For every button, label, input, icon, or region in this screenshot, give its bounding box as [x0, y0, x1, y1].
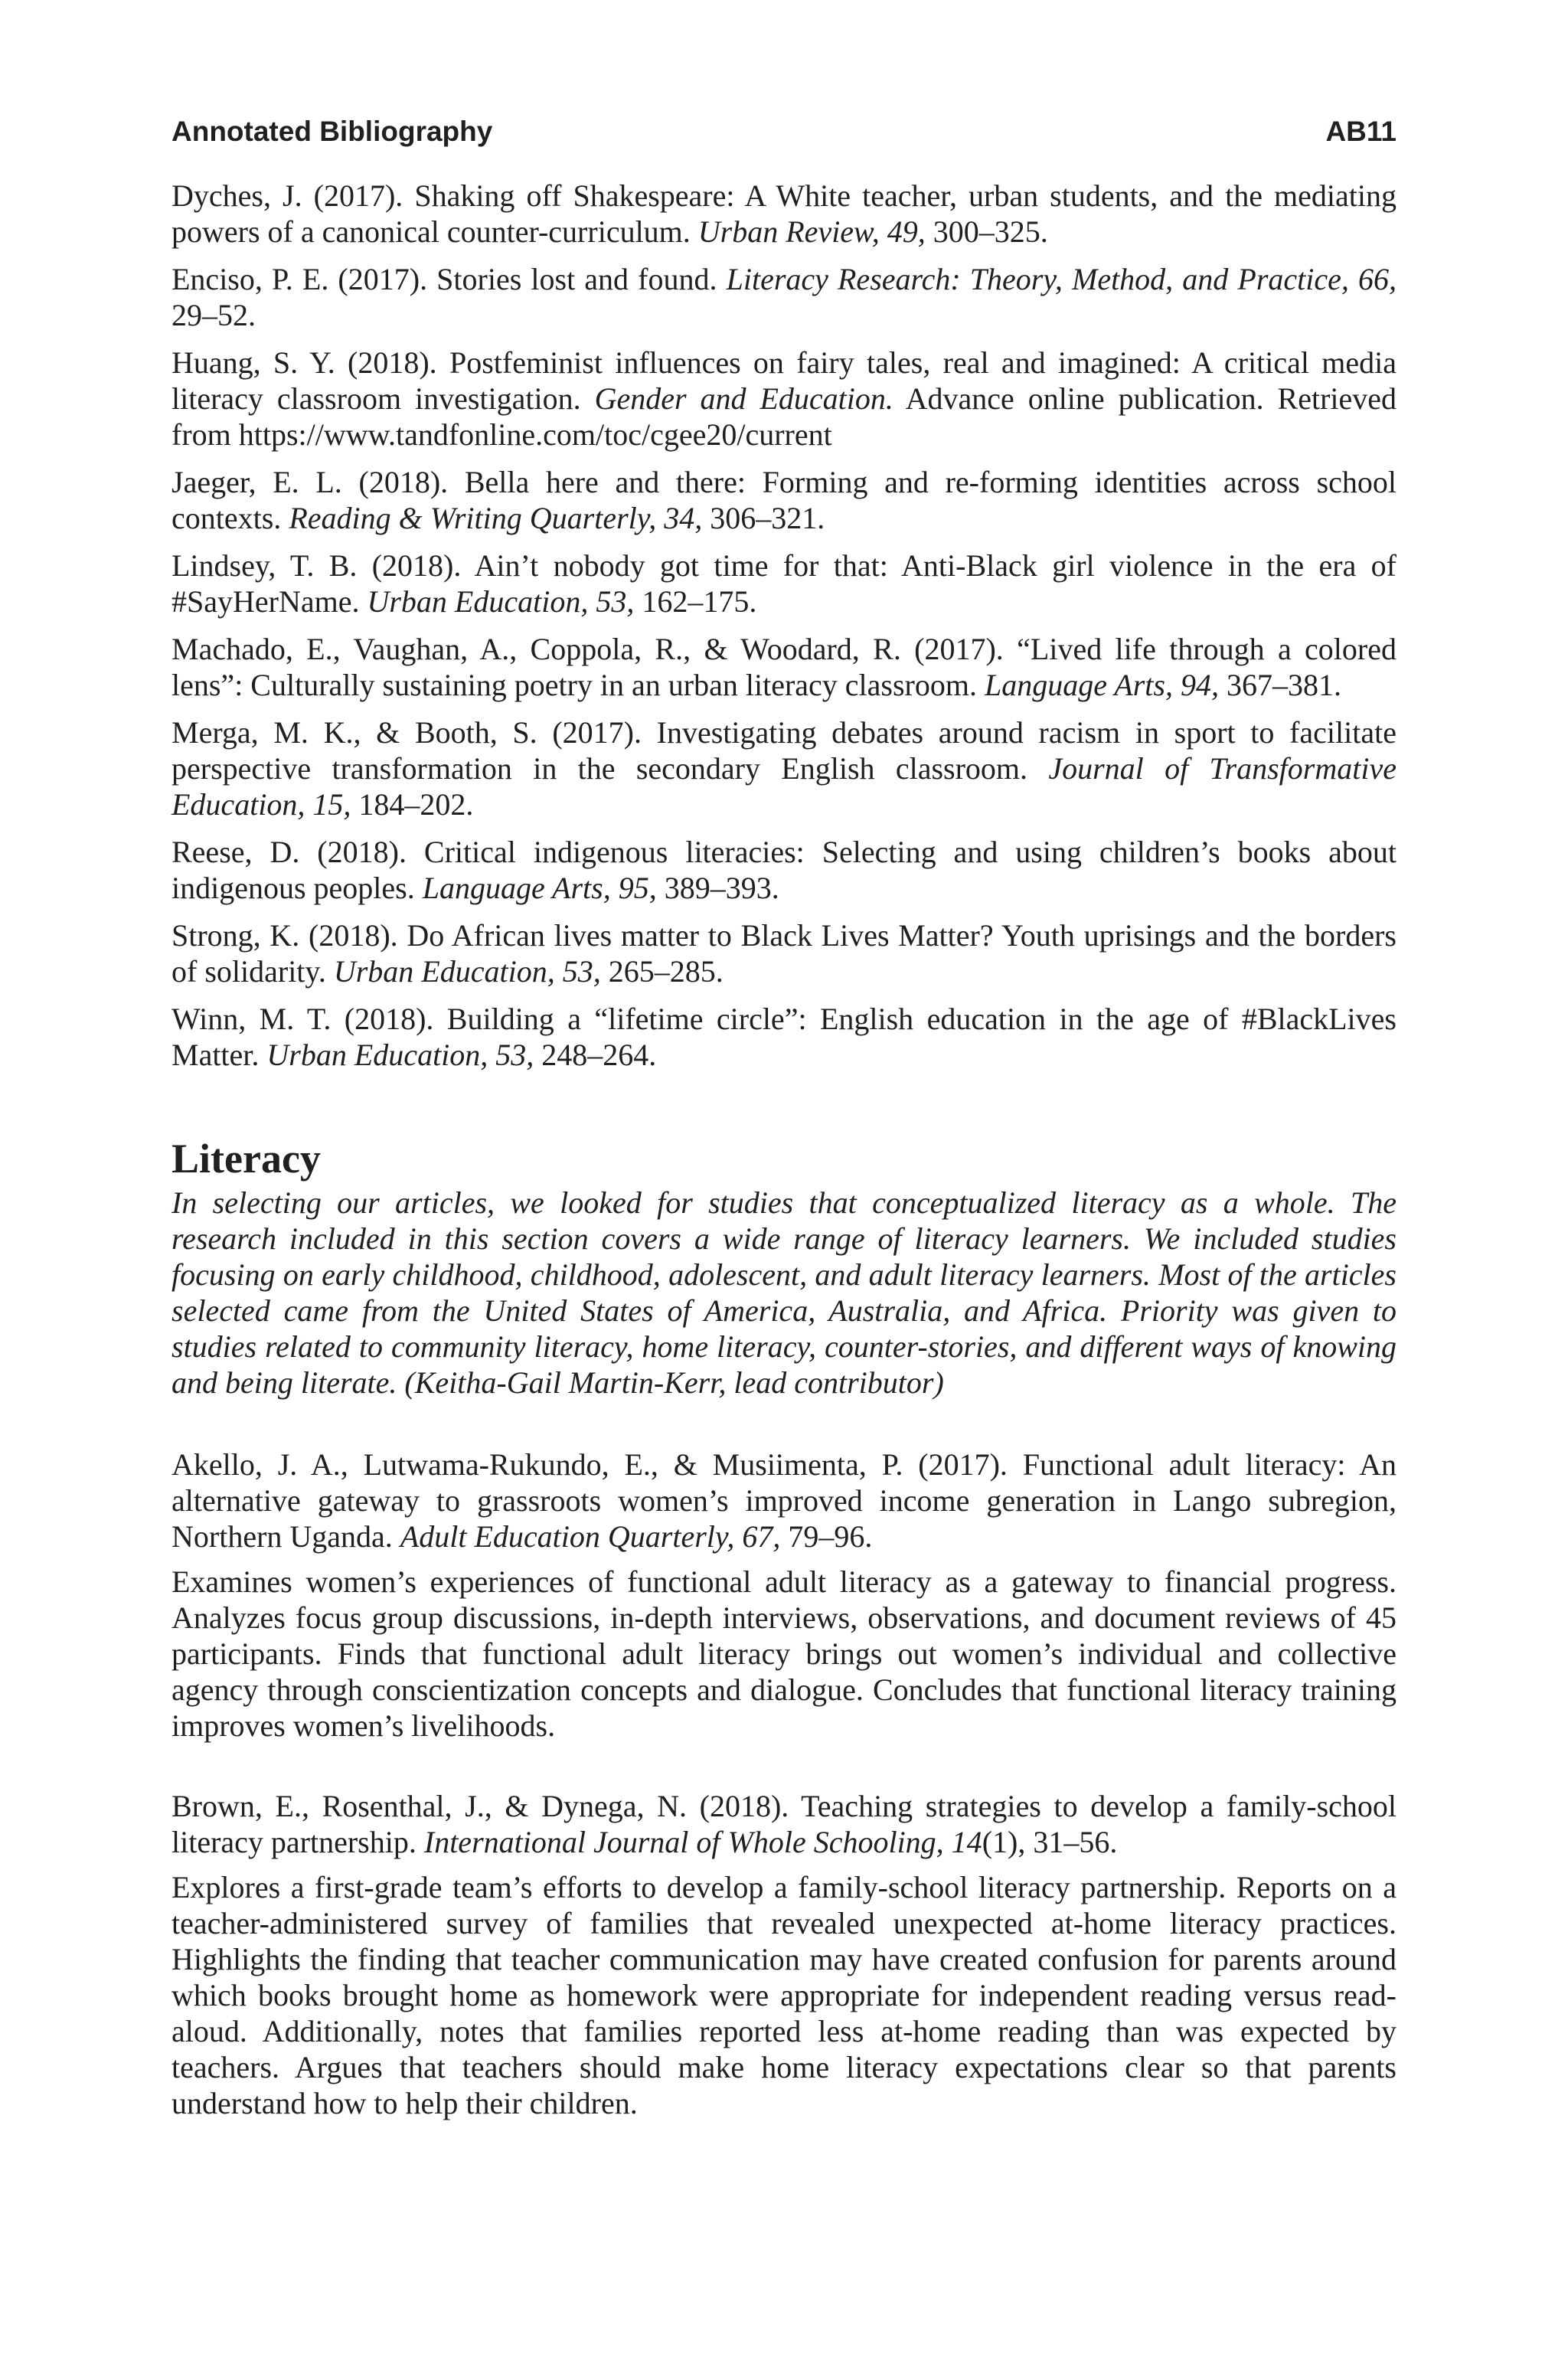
- reference-entry: [172, 917, 1396, 989]
- citation-pages: (1), 31–56.: [982, 1825, 1118, 1859]
- reference-pages: 367–381.: [1218, 668, 1341, 702]
- reference-entry: [172, 1001, 1396, 1073]
- reference-journal: Gender and Education.: [594, 381, 893, 416]
- reference-journal: Urban Education, 53,: [266, 1038, 534, 1072]
- reference-journal: Reading & Writing Quarterly, 34,: [289, 501, 703, 535]
- reference-entry: [172, 631, 1396, 703]
- reference-pages: Advance online publication. Retrieved from https://www.tandfonline.com/toc/cgee20/current: [172, 381, 1397, 452]
- reference-pages: 300–325.: [925, 214, 1048, 249]
- reference-pages: 162–175.: [634, 584, 757, 619]
- entry-citation: [172, 1447, 1396, 1554]
- reference-pages: 389–393.: [656, 871, 779, 905]
- page-number: AB11: [1325, 116, 1396, 147]
- annotated-entry: [172, 1447, 1396, 1744]
- reference-entry: [172, 464, 1396, 536]
- reference-pages: 265–285.: [600, 954, 724, 989]
- running-head: [172, 115, 1396, 149]
- reference-text: Enciso, P. E. (2017). Stories lost and found.: [172, 262, 727, 296]
- citation-journal: Adult Education Quarterly, 67,: [400, 1519, 781, 1554]
- reference-text: Lindsey, T. B. (2018). Ain’t nobody got time for that: Anti-Black girl violence in the era of #SayHerName.: [172, 548, 1396, 619]
- reference-text: Strong, K. (2018). Do African lives matter to Black Lives Matter? Youth uprisings and the borders of solidarity.: [172, 918, 1396, 989]
- reference-entry: [172, 345, 1396, 453]
- reference-text: Machado, E., Vaughan, A., Coppola, R., & Woodard, R. (2017). “Lived life through a colored lens”: Culturally sustaining poetry in an urban literacy classroom.: [172, 632, 1396, 702]
- reference-entry: [172, 178, 1396, 250]
- reference-journal: Journal of Transformative Education, 15,: [172, 751, 1396, 822]
- reference-text: Reese, D. (2018). Critical indigenous literacies: Selecting and using children’s books about indigenous peoples.: [172, 835, 1396, 905]
- reference-entry: [172, 548, 1396, 619]
- reference-text: Huang, S. Y. (2018). Postfeminist influences on fairy tales, real and imagined: A critical media literacy classroom investigation.: [172, 345, 1396, 416]
- citation-journal: International Journal of Whole Schooling, 14: [423, 1825, 982, 1859]
- reference-text: Jaeger, E. L. (2018). Bella here and there: Forming and re-forming identities across school contexts.: [172, 465, 1396, 535]
- citation-pages: 79–96.: [780, 1519, 873, 1554]
- annotated-entry: [172, 1788, 1396, 2121]
- reference-list: [172, 178, 1396, 1073]
- reference-journal: Urban Education, 53,: [367, 584, 635, 619]
- reference-pages: 184–202.: [351, 787, 474, 822]
- entry-annotation: Explores a first-grade team’s efforts to develop a family-school literacy partnership. Reports on a teacher-administered survey of families that revealed unexpected at-home literacy practices. Highlights the finding that teacher communication may have created confusion for parents around which books brought home as homework were appropriate for independent reading versus read-aloud. Additionally, notes that families reported less at-home reading than was expected by teachers. Argues that teachers should make home literacy expectations clear so that parents understand how to help their children.: [172, 1870, 1396, 2120]
- section-heading: Literacy: [172, 1136, 321, 1182]
- reference-text: Merga, M. K., & Booth, S. (2017). Investigating debates around racism in sport to facilitate perspective transformation in the secondary English classroom.: [172, 715, 1396, 786]
- reference-journal: Urban Review, 49,: [697, 214, 926, 249]
- reference-pages: 306–321.: [702, 501, 825, 535]
- reference-text: Dyches, J. (2017). Shaking off Shakespeare: A White teacher, urban students, and the mediating powers of a canonical counter-curriculum.: [172, 178, 1396, 249]
- reference-pages: 29–52.: [172, 298, 256, 332]
- running-head-title: Annotated Bibliography: [172, 116, 493, 147]
- reference-journal: Urban Education, 53,: [333, 954, 601, 989]
- reference-journal: Language Arts, 94,: [984, 668, 1219, 702]
- reference-entry: [172, 261, 1396, 333]
- reference-text: Winn, M. T. (2018). Building a “lifetime circle”: English education in the age of #BlackLives Matter.: [172, 1002, 1396, 1072]
- citation-text: Brown, E., Rosenthal, J., & Dynega, N. (2018). Teaching strategies to develop a family-school literacy partnership.: [172, 1789, 1396, 1859]
- reference-entry: [172, 834, 1396, 906]
- reference-entry: [172, 714, 1396, 822]
- reference-journal: Language Arts, 95,: [422, 871, 657, 905]
- document-page: [172, 115, 1396, 2166]
- reference-journal: Literacy Research: Theory, Method, and Practice, 66,: [726, 262, 1396, 296]
- citation-text: Akello, J. A., Lutwama-Rukundo, E., & Musiimenta, P. (2017). Functional adult literacy: An alternative gateway to grassroots women’s improved income generation in Lango subregion, Northern Uganda.: [172, 1447, 1396, 1554]
- reference-pages: 248–264.: [534, 1038, 657, 1072]
- section-intro: In selecting our articles, we looked for studies that conceptualized literacy as a whole. The research included in this section covers a wide range of literacy learners. We included studies focusing on early childhood, childhood, adolescent, and adult literacy learners. Most of the articles selected came from the United States of America, Australia, and Africa. Priority was given to studies related to community literacy, home literacy, counter-stories, and different ways of knowing and being literate. (Keitha-Gail Martin-Kerr, lead contributor): [172, 1185, 1396, 1400]
- entry-citation: [172, 1788, 1396, 1860]
- entry-annotation: Examines women’s experiences of functional adult literacy as a gateway to financial progress. Analyzes focus group discussions, in-depth interviews, observations, and document reviews of 45 participants. Finds that functional adult literacy brings out women’s individual and collective agency through conscientization concepts and dialogue. Concludes that functional literacy training improves women’s livelihoods.: [172, 1564, 1396, 1743]
